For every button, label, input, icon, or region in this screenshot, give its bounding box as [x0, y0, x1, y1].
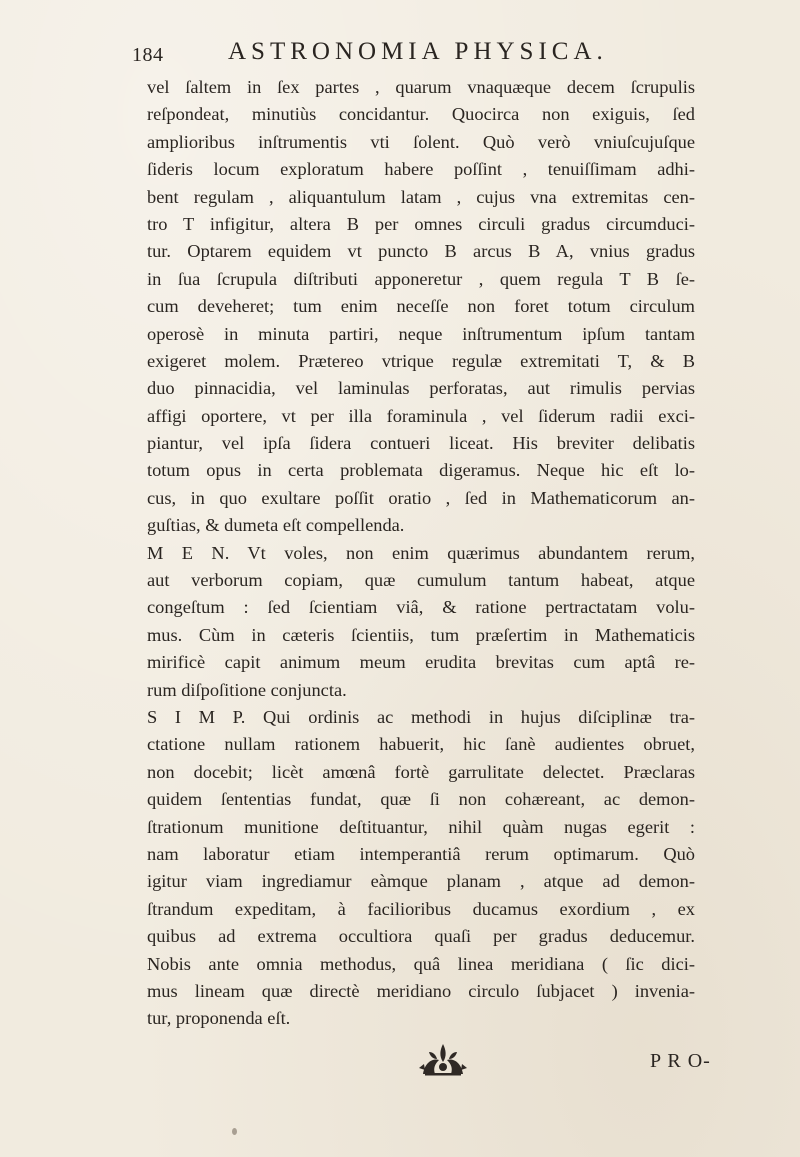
text-line: tur, proponenda eſt.: [147, 1008, 291, 1029]
text-line: vel ſaltem in ſex partes , quarum vnaquæque decem ſcrupulis: [147, 77, 695, 97]
text-line: operosè in minuta partiri, neque inſtrumentum ipſum tantam: [147, 323, 695, 344]
printer-ornament-icon: [415, 1040, 471, 1078]
text-line: mus lineam quæ directè meridiano circulo ſubjacet ) invenia-: [147, 980, 695, 1001]
text-line: nam laboratur etiam intemperantiâ rerum optimarum. Quò: [147, 843, 695, 864]
text-line: rum diſpoſitione conjuncta.: [147, 679, 347, 700]
text-line: guſtias, & dumeta eſt compellenda.: [147, 515, 405, 536]
text-line: bent regulam , aliquantulum latam , cujus vna extremitas cen-: [147, 186, 695, 207]
text-line: ctatione nullam rationem habuerit, hic ſanè audientes obruet,: [147, 734, 695, 755]
text-line: cus, in quo exultare poſſit oratio , ſed in Mathematicorum an-: [147, 487, 695, 508]
body-text: [147, 74, 695, 1033]
text-line: tur. Optarem equidem vt puncto B arcus B A, vnius gradus: [147, 241, 695, 262]
text-line: in ſua ſcrupula diſtributi apponeretur , quem regula T B ſe-: [147, 268, 695, 289]
text-line: ſtrandum expeditam, à facilioribus ducamus exordium , ex: [147, 898, 695, 919]
text-line: piantur, vel ipſa ſidera contueri liceat. His breviter delibatis: [147, 433, 695, 454]
text-line: igitur viam ingrediamur eàmque planam , atque ad demon-: [147, 871, 695, 892]
text-line: quibus ad extrema occultiora quaſi per gradus deducemur.: [147, 926, 695, 947]
text-line: reſpondeat, minutiùs concidantur. Quocirca non exiguis, ſed: [147, 104, 695, 125]
running-head: ASTRONOMIA PHYSICA.: [228, 38, 608, 65]
text-line: Nobis ante omnia methodus, quâ linea meridiana ( ſic dici-: [147, 953, 695, 974]
text-line: aut verborum copiam, quæ cumulum tantum habeat, atque: [147, 570, 695, 591]
text-line: ſideris locum exploratum habere poſſint , tenuiſſimam adhi-: [147, 159, 695, 180]
ink-speck: [232, 1128, 237, 1135]
page-header: [132, 38, 692, 70]
text-line: totum opus in certa problemata digeramus. Neque hic eſt lo-: [147, 460, 695, 481]
text-line: tro T infigitur, altera B per omnes circuli gradus circumduci-: [147, 213, 695, 234]
text-line: exigeret molem. Prætereo vtrique regulæ extremitati T, & B: [147, 350, 695, 371]
catchword: P R O-: [650, 1050, 711, 1072]
text-line: S I M P. Qui ordinis ac methodi in hujus diſciplinæ tra-: [147, 706, 695, 727]
text-line: mirificè capit animum meum erudita brevitas cum aptâ re-: [147, 652, 695, 673]
text-line: ſtrationum munitione deſtituantur, nihil quàm nugas egerit :: [147, 816, 695, 837]
text-line: M E N. Vt voles, non enim quærimus abundantem rerum,: [147, 542, 695, 563]
text-line: cum deveheret; tum enim neceſſe non foret totum circulum: [147, 296, 695, 317]
text-line: non docebit; licèt amœnâ fortè garrulitate delectet. Præclaras: [147, 761, 695, 782]
text-line: duo pinnacidia, vel laminulas perforatas, aut rimulis pervias: [147, 378, 695, 399]
text-line: congeſtum : ſed ſcientiam viâ, & ratione pertractatam volu-: [147, 597, 695, 618]
page-number: 184: [132, 44, 164, 66]
text-line: mus. Cùm in cæteris ſcientiis, tum præſertim in Mathematicis: [147, 624, 695, 645]
text-line: amplioribus inſtrumentis vti ſolent. Quò verò vniuſcujuſque: [147, 131, 695, 152]
text-line: quidem ſententias fundat, quæ ſi non cohæreant, ac demon-: [147, 789, 695, 810]
text-line: affigi oportere, vt per illa foraminula , vel ſiderum radii exci-: [147, 405, 695, 426]
